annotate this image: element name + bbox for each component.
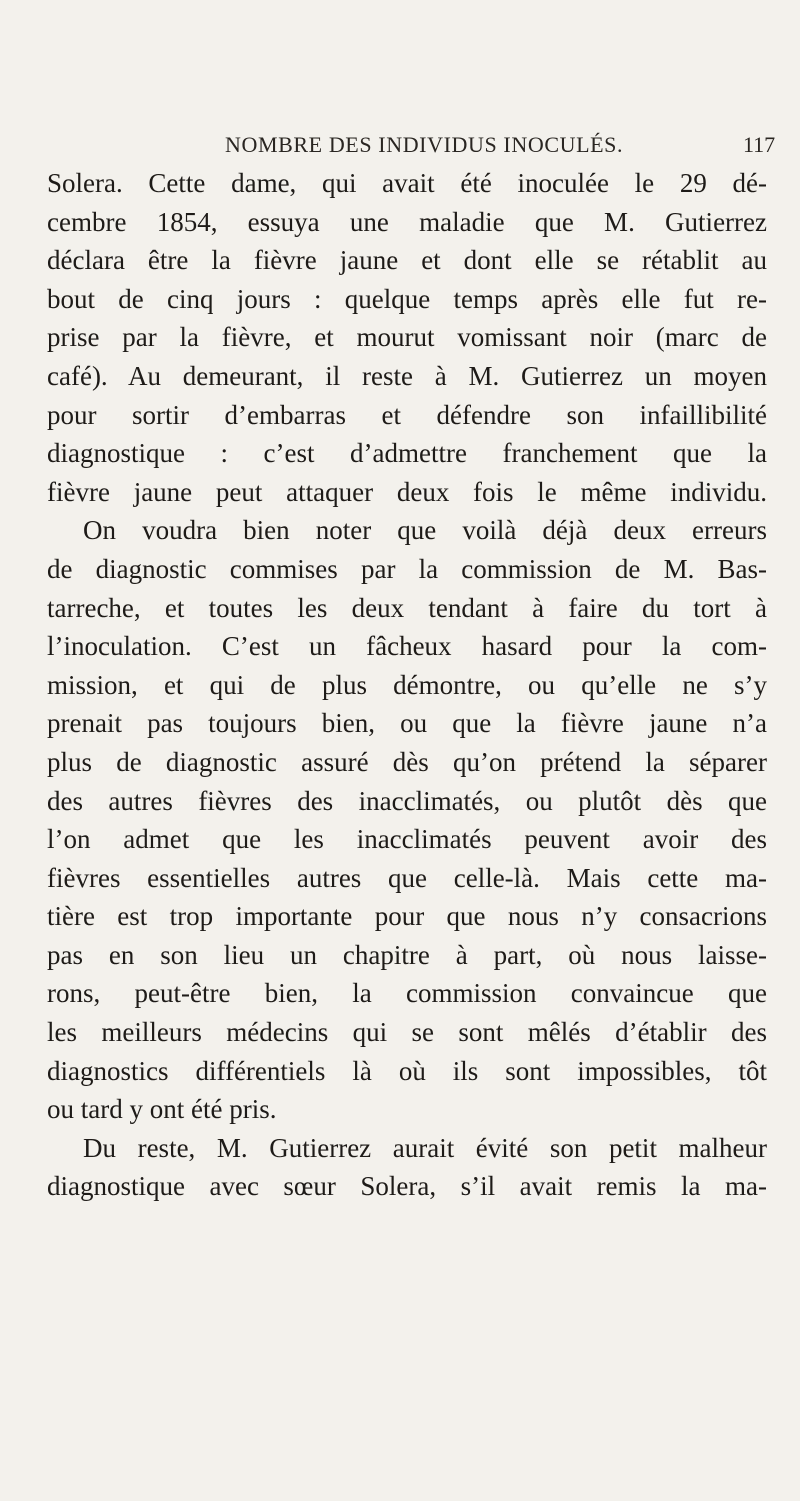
text-line: pas en son lieu un chapitre à part, où nous laisse- bbox=[47, 939, 767, 970]
paragraph-start-line: Du reste, M. Gutierrez aurait évité son petit malheur bbox=[83, 1132, 767, 1163]
text-line: mission, et qui de plus démontre, ou qu’elle ne s’y bbox=[47, 669, 767, 700]
text-line: bout de cinq jours : quelque temps après elle fut re- bbox=[47, 283, 767, 314]
text-line: les meilleurs médecins qui se sont mêlés d’établir des bbox=[47, 1017, 767, 1048]
text-line: prise par la fièvre, et mourut vomissant noir (marc de bbox=[47, 322, 767, 353]
text-line: café). Au demeurant, il reste à M. Gutierrez un moyen bbox=[47, 360, 767, 391]
text-line: pour sortir d’embarras et défendre son infaillibilité bbox=[47, 399, 767, 430]
text-line: cembre 1854, essuya une maladie que M. Gutierrez bbox=[47, 206, 767, 237]
text-line: tarreche, et toutes les deux tendant à faire du tort à bbox=[47, 592, 767, 623]
text-line: diagnostics différentiels là où ils sont impossibles, tôt bbox=[47, 1055, 767, 1086]
text-line: fièvres essentielles autres que celle-là. Mais cette ma- bbox=[47, 862, 767, 893]
page-number: 117 bbox=[743, 132, 776, 157]
text-line: Solera. Cette dame, qui avait été inoculée le 29 dé- bbox=[47, 168, 767, 198]
text-line: l’on admet que les inacclimatés peuvent avoir des bbox=[47, 824, 767, 855]
text-line: prenait pas toujours bien, ou que la fièvre jaune n’a bbox=[47, 708, 767, 739]
text-line: diagnostique : c’est d’admettre franchement que la bbox=[47, 438, 767, 469]
text-line: déclara être la fièvre jaune et dont elle se rétablit au bbox=[47, 245, 767, 276]
body-text bbox=[47, 164, 767, 1206]
running-title: NOMBRE DES INDIVIDUS INOCULÉS. bbox=[225, 132, 624, 157]
text-line: tière est trop importante pour que nous n’y consacrions bbox=[47, 901, 767, 932]
text-line: fièvre jaune peut attaquer deux fois le même individu. bbox=[47, 476, 767, 507]
text-line: plus de diagnostic assuré dès qu’on prétend la séparer bbox=[47, 746, 767, 777]
paragraph-end-line: ou tard y ont été pris. bbox=[47, 1094, 277, 1125]
text-line: diagnostique avec sœur Solera, s’il avait remis la ma- bbox=[47, 1171, 767, 1202]
text-line: de diagnostic commises par la commission de M. Bas- bbox=[47, 553, 767, 584]
text-line: rons, peut-être bien, la commission convaincue que bbox=[47, 978, 767, 1009]
paragraph-start-line: On voudra bien noter que voilà déjà deux erreurs bbox=[83, 515, 767, 546]
text-line: l’inoculation. C’est un fâcheux hasard pour la com- bbox=[47, 631, 767, 662]
text-line: des autres fièvres des inacclimatés, ou plutôt dès que bbox=[47, 785, 767, 816]
